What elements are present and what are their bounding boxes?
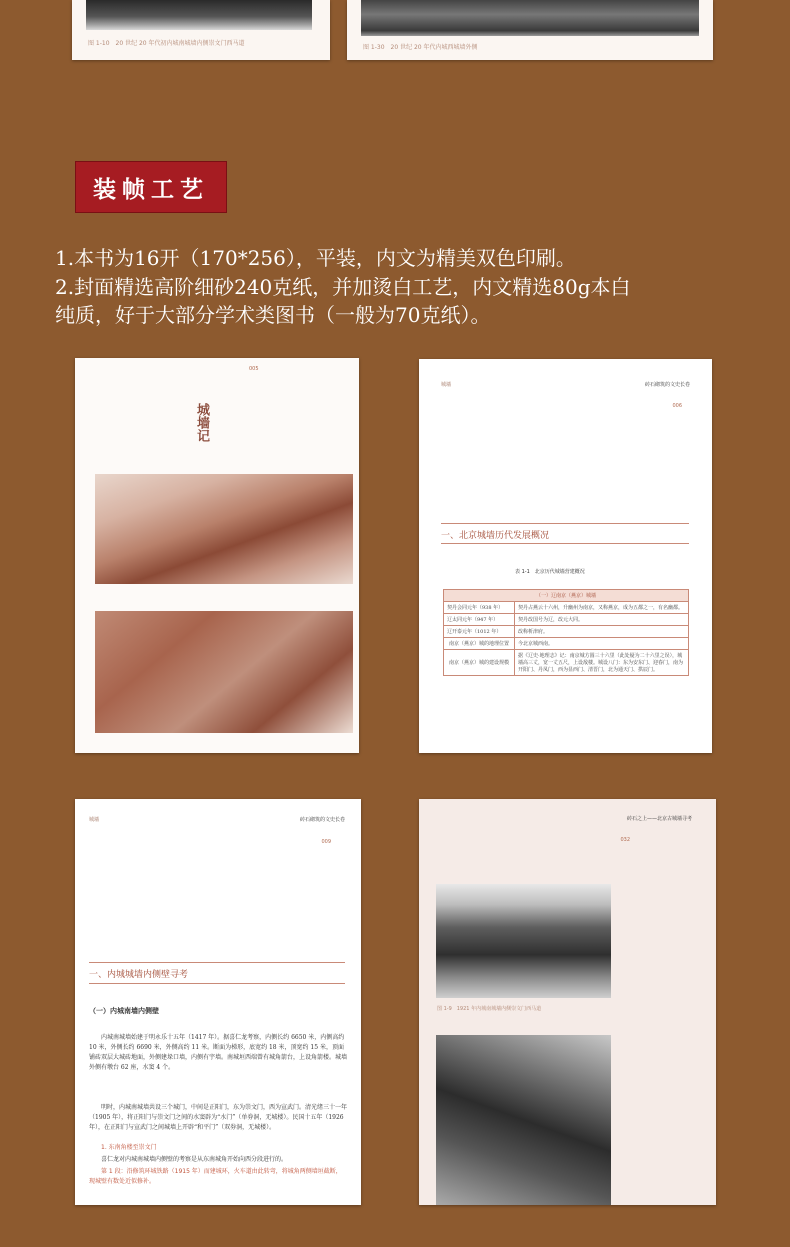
table-caption: 表 1-1 北京历代城墙营建概况: [515, 569, 585, 575]
section-badge: 装帧工艺: [75, 161, 227, 213]
page-left-header: 城墙: [89, 817, 100, 823]
wall-photo-upper: [95, 474, 353, 584]
title-rule-top: [441, 523, 689, 524]
wall-photo: [361, 0, 699, 36]
title-rule-top: [89, 962, 345, 963]
table-head: （一）辽南京（燕京）城墙: [444, 590, 689, 602]
spec-line-1: 1.本书为16开（170*256），平装，内文为精美双色印刷。: [55, 246, 576, 270]
table-row: 南京（燕京）城的建设规模 据《辽史·地理志》记：南京城方圆三十六里（此处疑为二十六里之误），城墙高三丈，宽一丈五尺，上设敌楼。城设八门：东为安东门、迎春门，南为开阳门、丹凤门，西为显西门、清晋门，北为通天门、拱辰门。: [444, 650, 689, 676]
table-row: 契丹会同元年（938 年） 契丹占燕云十六州，升幽州为南京，又称燕京，成为五都之一，有名幽都。: [444, 602, 689, 614]
book-page-photos: [419, 799, 716, 1205]
book-page-table: [419, 359, 712, 753]
page-right-header: 砖石之上——北京古城墙寻考: [626, 816, 692, 822]
top-right-book-page: [347, 0, 713, 60]
page-right-header: 砖石砌筑的文史长卷: [644, 382, 690, 388]
spec-line-3: 纯质，好于大部分学术类图书（一般为70克纸）。: [55, 303, 491, 327]
section-title: 一、内城城墙内侧壁寻考: [89, 970, 189, 980]
book-page-title: [75, 358, 359, 753]
body-paragraph: 明时，内城南城墙共设三个城门，中间是正阳门，东为崇文门，西为宣武门。清光绪三十一年（1905 年），将正阳门与崇文门之间的水窦辟为“水门”（单券洞，无城楼）。民国十五年（1926 年），在正阳门与宣武门之间城墙上开辟“和平门”（双券洞，无城楼）。: [89, 1104, 348, 1131]
red-note: 第 1 段：沿修筑环城铁路（1915 年）而建城环，火车道由此转弯，将城角两侧墙垣截断，现城壁有数处近似修补。: [89, 1168, 342, 1185]
table-row: 辽太同元年（947 年） 契丹改国号为辽，改元大同。: [444, 614, 689, 626]
section-title: 一、北京城墙历代发展概况: [441, 531, 550, 541]
gate-tower-photo-2: [436, 1035, 611, 1205]
photo-caption: 图 1-30 20 世纪 20 年代内城西城墙外侧: [363, 44, 478, 51]
page-left-header: 城墙: [441, 382, 452, 388]
title-rule-bottom: [441, 543, 689, 544]
table-row: 南京（燕京）城的地理位置 今北京城西南。: [444, 638, 689, 650]
history-table: [443, 589, 689, 676]
top-left-book-page: [72, 0, 330, 60]
page-right-header: 砖石砌筑的文史长卷: [299, 817, 345, 823]
body-paragraph: 喜仁龙对内城南城墙内侧壁的考察是从东南城角开始向西分段进行的。: [101, 1156, 288, 1163]
red-heading: 1. 东南角楼至崇文门: [101, 1144, 157, 1151]
page-number: 032: [620, 837, 630, 843]
wall-photo: [86, 0, 312, 30]
table-row: 辽开泰元年（1012 年） 改称析津府。: [444, 626, 689, 638]
page-number: 005: [249, 366, 259, 372]
page-number: 006: [672, 403, 682, 409]
photo-caption: 图 1-9 1921 年内城南城墙内侧崇文门西马道: [437, 1006, 542, 1012]
spec-line-2: 2.封面精选高阶细砂240克纸，并加烫白工艺，内文精选80g本白: [55, 274, 631, 299]
photo-caption: 图 1-10 20 世纪 20 年代初内城南城墙内侧崇文门西马道: [88, 40, 245, 47]
body-paragraph: 内城南城墙始建于明永乐十五年（1417 年）。据喜仁龙考察，内侧长约 6650 米，内侧高约 10 米，外侧长约 6690 米，外侧高约 11 米。断面为梯形，底宽约 18 米，顶宽约 15 米，顶面铺砖双层大城砖地面，外侧建垛口墙，内侧有宇墙。南城垣西端曾有城角箭台，上设角箭楼。城墙外侧有墩台 62 座，水窦 4 个。: [89, 1034, 348, 1071]
gate-tower-photo: [436, 884, 611, 998]
binding-specs: [55, 244, 735, 330]
chapter-title: 城墙记: [194, 403, 209, 442]
page-number: 009: [321, 839, 331, 845]
wall-photo-lower: [95, 611, 353, 733]
title-rule-bottom: [89, 983, 345, 984]
subsection-title: （一）内城南墙内侧壁: [89, 1006, 159, 1015]
book-page-text: [75, 799, 361, 1205]
